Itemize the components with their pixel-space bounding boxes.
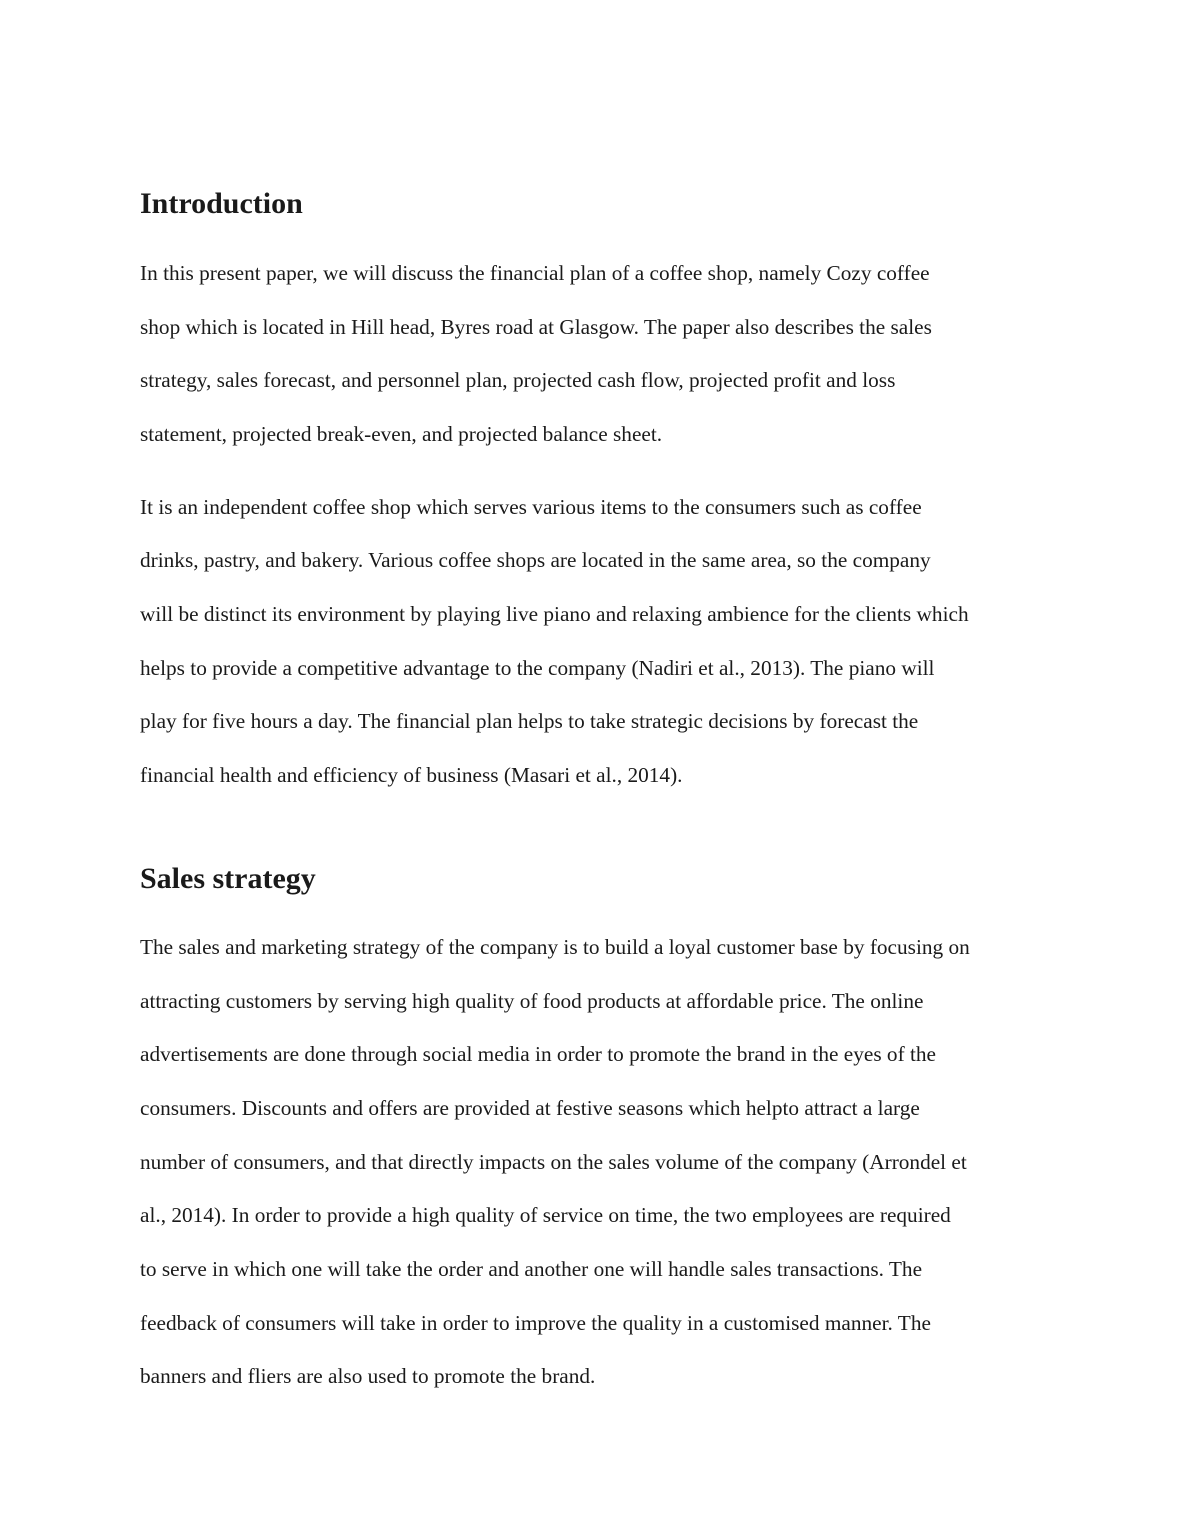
text-line: statement, projected break-even, and projected balance sheet. [140,422,663,446]
text-line: consumers. Discounts and offers are provided at festive seasons which helpto attract a large [140,1096,920,1120]
text-line: financial health and efficiency of business (Masari et al., 2014). [140,763,683,787]
text-line: number of consumers, and that directly impacts on the sales volume of the company (Arrondel et [140,1150,967,1174]
text-line: al., 2014). In order to provide a high quality of service on time, the two employees are required [140,1203,951,1227]
text-line: drinks, pastry, and bakery. Various coffee shops are located in the same area, so the company [140,548,931,572]
section-heading-introduction: Introduction [140,187,303,220]
text-line: feedback of consumers will take in order to improve the quality in a customised manner. The [140,1311,931,1335]
text-line: helps to provide a competitive advantage to the company (Nadiri et al., 2013). The piano will [140,656,935,680]
text-line: attracting customers by serving high quality of food products at affordable price. The online [140,989,924,1013]
text-line: will be distinct its environment by playing live piano and relaxing ambience for the clients which [140,602,969,626]
text-line: advertisements are done through social media in order to promote the brand in the eyes of the [140,1042,937,1066]
text-line: It is an independent coffee shop which serves various items to the consumers such as coffee [140,495,922,519]
text-line: to serve in which one will take the order and another one will handle sales transactions. The [140,1257,923,1281]
text-line: banners and fliers are also used to promote the brand. [140,1364,596,1388]
section-heading-sales-strategy: Sales strategy [140,862,316,895]
text-line: shop which is located in Hill head, Byres road at Glasgow. The paper also describes the sales [140,315,932,339]
text-line: play for five hours a day. The financial plan helps to take strategic decisions by forecast the [140,709,919,733]
text-line: strategy, sales forecast, and personnel plan, projected cash flow, projected profit and loss [140,368,896,392]
text-line: In this present paper, we will discuss the financial plan of a coffee shop, namely Cozy coffee [140,261,930,285]
text-line: The sales and marketing strategy of the company is to build a loyal customer base by focusing on [140,935,970,959]
